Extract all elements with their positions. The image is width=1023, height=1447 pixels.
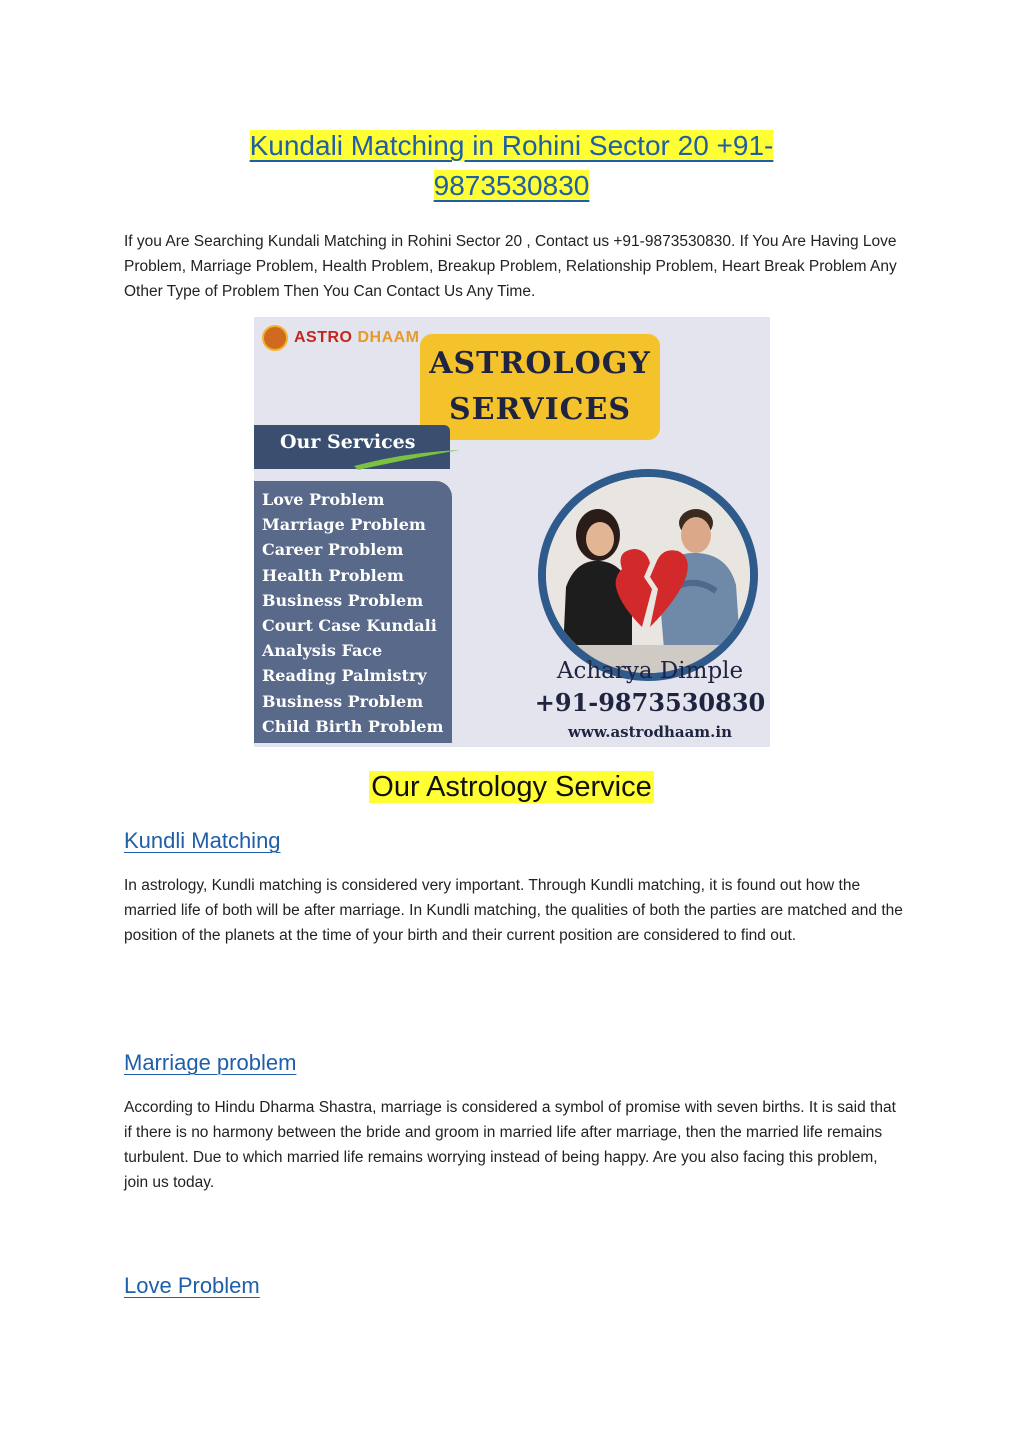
couple-photo: [538, 469, 758, 681]
title-line-1[interactable]: Kundali Matching in Rohini Sector 20 +91-: [249, 130, 774, 161]
astrologer-name: Acharya Dimple: [556, 658, 744, 684]
service-item: Health Problem: [262, 565, 404, 585]
contact-phone: +91-9873530830: [534, 688, 766, 717]
service-item: Business Problem: [262, 590, 424, 610]
marriage-problem-heading[interactable]: Marriage problem: [124, 1050, 297, 1075]
service-item: Marriage Problem: [262, 515, 426, 535]
intro-paragraph: If you Are Searching Kundali Matching in Rohini Sector 20 , Contact us +91-9873530830. If You Are Having Love Problem, Marriage Problem, Health Problem, Breakup Problem, Relationship Problem, Heart Break Problem Any Other Type of Problem Then You Can Contact Us Any Time.: [124, 233, 897, 300]
service-item: Love Problem: [262, 490, 385, 509]
astrodhaam-logo: [262, 325, 420, 351]
page-title[interactable]: [0, 126, 1023, 206]
website-url: www.astrodhaam.in: [568, 723, 732, 741]
astrology-services-banner: [254, 317, 770, 747]
logo-dhaam: DHAAM: [357, 329, 420, 346]
astrology-services-headline: [420, 334, 660, 440]
service-item: Reading Palmistry: [262, 666, 427, 686]
our-services-heading: Our Services: [280, 431, 416, 453]
service-item: Career Problem: [262, 540, 404, 560]
service-item: Analysis Face: [262, 641, 383, 661]
kundli-matching-paragraph: In astrology, Kundli matching is considered very important. Through Kundli matching, it is found out how the married life of both will be after marriage. In Kundli matching, the qualities of both the parties are matched and the position of the planets at the time of your birth and their current position are considered to find out.: [124, 877, 903, 944]
swoosh-icon: [352, 448, 462, 472]
logo-astro: ASTRO: [294, 329, 353, 346]
couple-illustration: [546, 477, 750, 673]
service-item: Business Problem: [262, 691, 424, 711]
headline-line-1: ASTROLOGY: [429, 346, 651, 381]
marriage-problem-paragraph: According to Hindu Dharma Shastra, marriage is considered a symbol of promise with seven births. It is said that if there is no harmony between the bride and groom in married life after marriage, then the married life remains turbulent. Due to which married life remains worrying instead of being happy. Are you also facing this problem, join us today.: [124, 1099, 896, 1191]
headline-line-2: SERVICES: [448, 392, 632, 427]
love-problem-heading[interactable]: Love Problem: [124, 1273, 260, 1298]
title-line-2[interactable]: 9873530830: [433, 170, 590, 201]
service-item: Child Birth Problem: [262, 716, 444, 736]
service-item: Court Case Kundali: [262, 616, 437, 636]
zodiac-wheel-icon: [262, 325, 288, 351]
kundli-matching-heading[interactable]: Kundli Matching: [124, 828, 281, 853]
services-section-title: Our Astrology Service: [371, 771, 652, 803]
services-list: [254, 481, 452, 743]
